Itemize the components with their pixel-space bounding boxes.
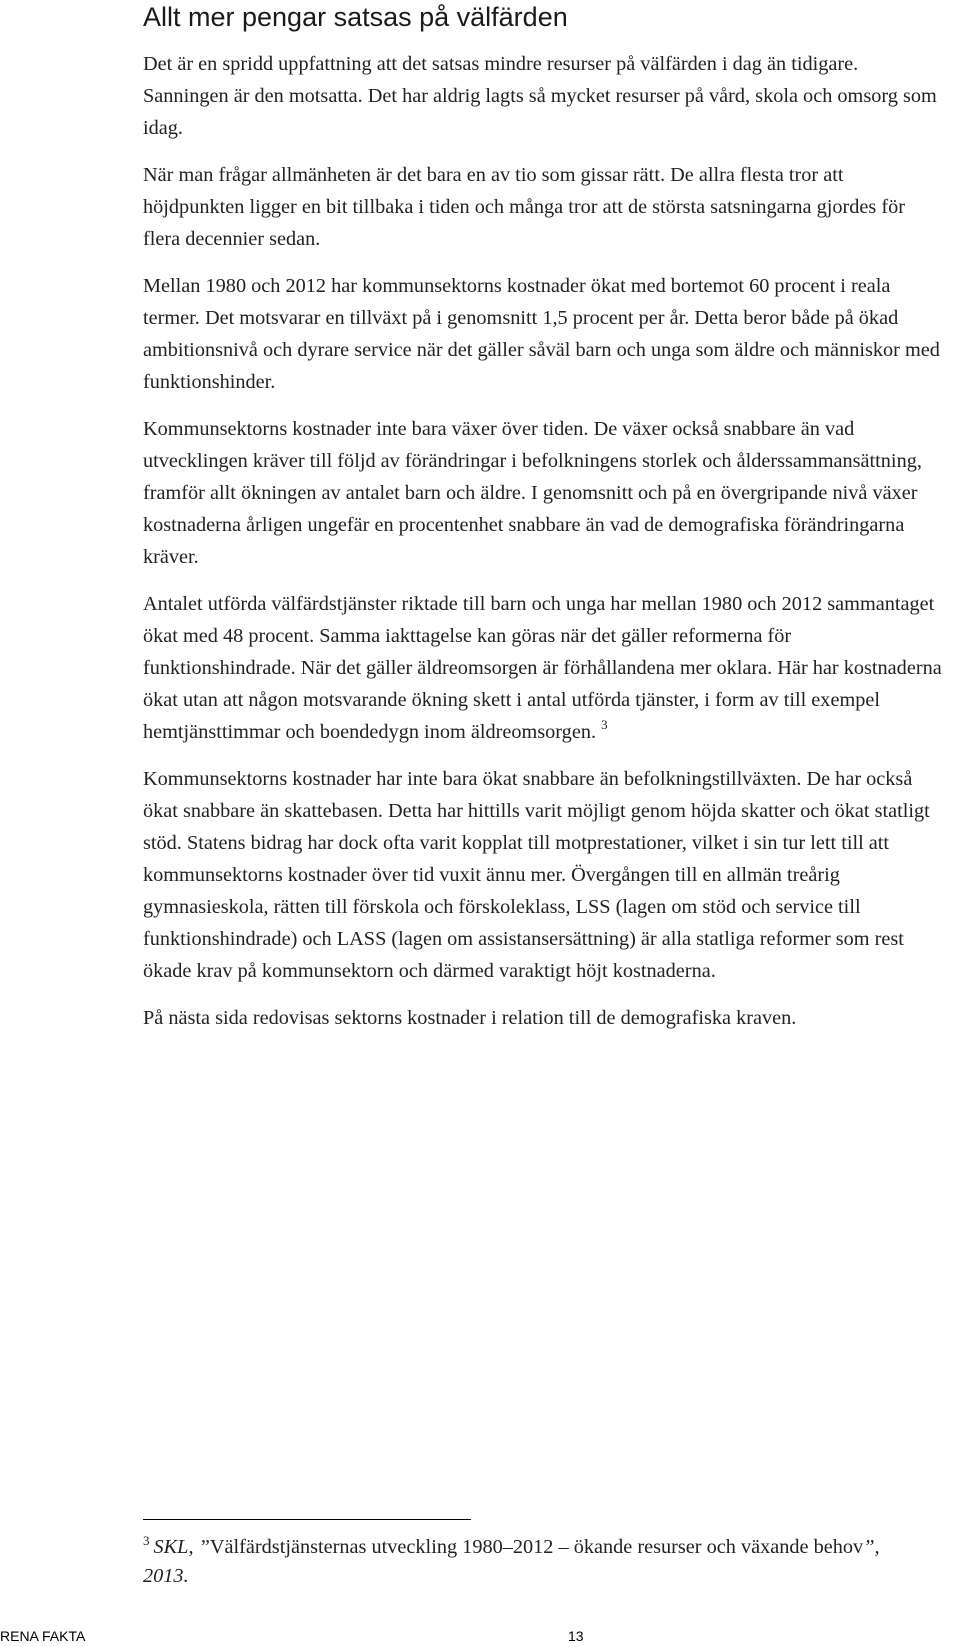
footnote-tail: ”, 2013. [143, 1536, 880, 1587]
footer-publication: RENA FAKTA [0, 1628, 86, 1644]
footnote-source: SKL, ” [153, 1536, 210, 1558]
paragraph-2: När man frågar allmänheten är det bara en av tio som gissar rätt. De allra flesta tror att höjdpunkten ligger en bit tillbaka i tiden och många tror att de största satsningarna gjordes för flera decennier sedan. [143, 164, 906, 250]
paragraph-5 [143, 588, 943, 748]
paragraph-3: Mellan 1980 och 2012 har kommunsektorns kostnader ökat med bortemot 60 procent i reala termer. Det motsvarar en tillväxt på i genomsnitt 1,5 procent per år. Detta beror både på ökad ambitionsnivå och dyrare service när det gäller såväl barn och unga som äldre och människor med funktionshinder. [143, 275, 940, 393]
paragraph-5-text: Antalet utförda välfärdstjänster riktade till barn och unga har mellan 1980 och 2012 sammantaget ökat med 48 procent. Samma iakttagelse kan göras när det gäller reformerna för funktionshindrade. När det gäller äldreomsorgen är förhållandena mer oklara. Här har kostnaderna ökat utan att någon motsvarande ökning skett i antal utförda tjänster, i form av till exempel hemtjänsttimmar och boendedygn inom äldreomsorgen. [143, 593, 942, 743]
paragraph-7: På nästa sida redovisas sektorns kostnader i relation till de demografiska kraven. [143, 1007, 797, 1029]
footnote [143, 1533, 923, 1591]
footnote-separator [143, 1519, 471, 1520]
footnote-reference[interactable]: 3 [601, 717, 608, 732]
page-number: 13 [568, 1628, 584, 1644]
body-text [143, 48, 943, 1049]
paragraph-6: Kommunsektorns kostnader har inte bara ökat snabbare än befolkningstillväxten. De har också ökat snabbare än skattebasen. Detta har hittills varit möjligt genom höjda skatter och ökat statligt stöd. Statens bidrag har dock ofta varit kopplat till motprestationer, vilket i sin tur lett till att kommunsektorns kostnader över tid vuxit ännu mer. Övergången till en allmän treårig gymnasieskola, rätten till förskola och förskoleklass, LSS (lagen om stöd och service till funktionshindrade) och LASS (lagen om assistansersättning) är alla statliga reformer som rest ökade krav på kommunsektorn och därmed varaktigt höjt kostnaderna. [143, 768, 930, 982]
footnote-number: 3 [143, 1533, 150, 1548]
page-title: Allt mer pengar satsas på välfärden [143, 2, 568, 32]
footnote-title: Välfärdstjänsternas utveckling 1980–2012 – ökande resurser och växande behov [209, 1536, 864, 1558]
paragraph-4: Kommunsektorns kostnader inte bara växer över tiden. De växer också snabbare än vad utvecklingen kräver till följd av förändringar i befolkningens storlek och ålderssammansättning, framför allt ökningen av antalet barn och äldre. I genomsnitt och på en övergripande nivå växer kostnaderna årligen ungefär en procentenhet snabbare än vad de demografiska förändringarna kräver. [143, 418, 922, 568]
paragraph-1: Det är en spridd uppfattning att det satsas mindre resurser på välfärden i dag än tidigare. Sanningen är den motsatta. Det har aldrig lagts så mycket resurser på vård, skola och omsorg som idag. [143, 53, 937, 139]
